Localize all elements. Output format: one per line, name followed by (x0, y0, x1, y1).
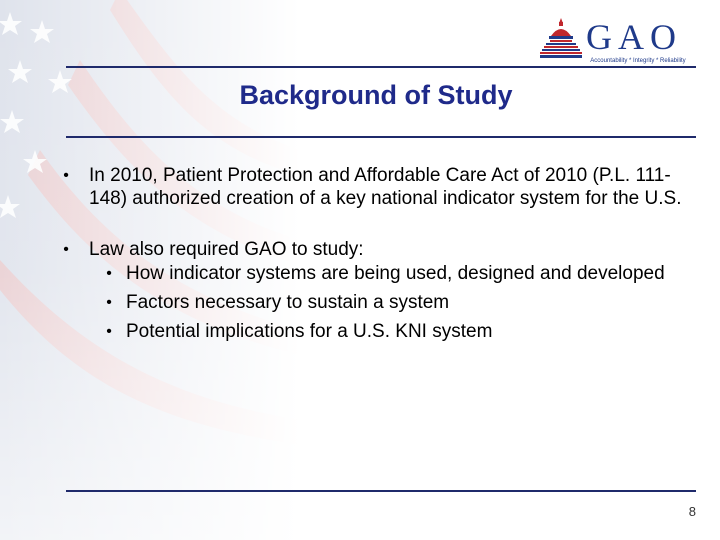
bullet-text: Law also required GAO to study: (89, 239, 364, 260)
bullet-text: In 2010, Patient Protection and Affordable Care Act of 2010 (P.L. 111-148) authorized creation of a key national indicator system for the U.S. (89, 165, 682, 209)
footer-divider (66, 490, 696, 492)
gao-logo (540, 16, 700, 66)
bullet-item (58, 238, 698, 343)
sub-bullet-item (89, 262, 698, 285)
top-divider (66, 66, 696, 68)
bullet-icon: • (106, 323, 112, 340)
bullet-icon: • (63, 167, 69, 184)
bullet-list (58, 164, 698, 343)
capitol-dome-icon (540, 16, 582, 62)
sub-bullet-text: Factors necessary to sustain a system (126, 292, 450, 313)
slide-title: Background of Study (239, 80, 513, 110)
sub-bullet-list (89, 262, 698, 343)
bullet-icon: • (63, 241, 69, 258)
bullet-icon: • (106, 265, 112, 282)
sub-bullet-text: How indicator systems are being used, designed and developed (126, 263, 665, 284)
sub-bullet-text: Potential implications for a U.S. KNI system (126, 321, 493, 342)
logo-text: GAO (586, 17, 682, 57)
page-number: 8 (688, 504, 696, 519)
title-divider (66, 136, 696, 138)
bullet-item (58, 164, 698, 210)
logo-tagline: Accountability * Integrity * Reliability (590, 58, 686, 64)
sub-bullet-item (89, 320, 698, 343)
bullet-icon: • (106, 294, 112, 311)
sub-bullet-item (89, 291, 698, 314)
